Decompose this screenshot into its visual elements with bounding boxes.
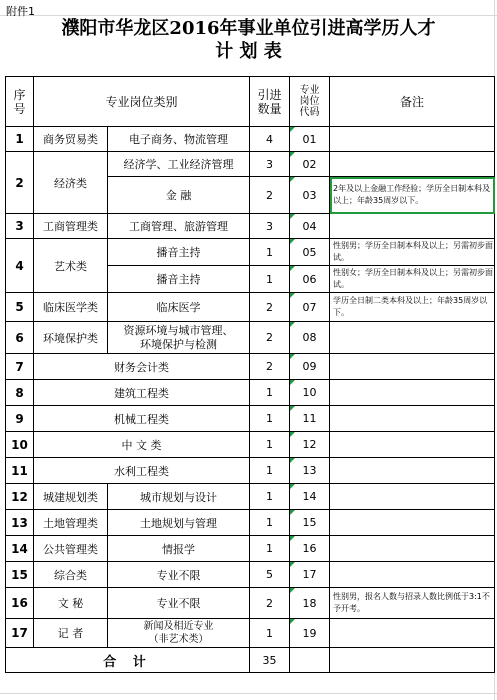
table-row[interactable] [6,127,495,152]
category-cell[interactable]: 机械工程类 [34,406,250,432]
count-cell[interactable]: 2 [250,354,290,380]
count-cell[interactable]: 3 [250,214,290,239]
count-cell[interactable]: 1 [250,458,290,484]
row-number[interactable]: 13 [6,510,34,536]
note-cell[interactable] [330,432,495,458]
row-number[interactable]: 4 [6,239,34,293]
row-number[interactable]: 10 [6,432,34,458]
comment-marker-icon [290,152,295,157]
code-cell[interactable]: 01 [290,127,330,152]
code-cell[interactable]: 13 [290,458,330,484]
note-cell[interactable] [330,562,495,588]
comment-marker-icon [290,536,295,541]
comment-marker-icon [290,214,295,219]
major-cell[interactable]: 金 融 [108,177,250,214]
code-cell[interactable]: 06 [290,266,330,293]
category-cell[interactable]: 商务贸易类 [34,127,108,152]
table-row[interactable] [6,458,495,484]
table-row[interactable] [6,293,495,322]
comment-marker-icon [290,458,295,463]
category-cell[interactable]: 公共管理类 [34,536,108,562]
comment-marker-icon [290,322,295,327]
count-cell[interactable]: 1 [250,536,290,562]
page-title [0,17,497,63]
comment-marker-icon [290,177,295,182]
table-row[interactable] [6,562,495,588]
count-cell[interactable]: 5 [250,562,290,588]
category-cell[interactable]: 经济类 [34,152,108,214]
code-cell[interactable]: 11 [290,406,330,432]
row-number[interactable]: 17 [6,619,34,648]
note-cell[interactable]: 学历全日制二类本科及以上；年龄35周岁以下。 [330,293,495,322]
note-cell[interactable] [330,127,495,152]
major-cell[interactable]: 播音主持 [108,239,250,266]
table-row[interactable] [6,619,495,648]
count-cell[interactable]: 1 [250,380,290,406]
category-cell[interactable]: 文 秘 [34,588,108,619]
count-cell[interactable]: 2 [250,322,290,354]
major-cell[interactable]: 专业不限 [108,562,250,588]
code-cell[interactable]: 07 [290,293,330,322]
row-number[interactable]: 9 [6,406,34,432]
row-number[interactable]: 3 [6,214,34,239]
count-cell[interactable]: 1 [250,510,290,536]
row-number[interactable]: 7 [6,354,34,380]
note-cell[interactable] [330,619,495,648]
note-cell[interactable] [330,406,495,432]
row-number[interactable]: 6 [6,322,34,354]
category-cell[interactable]: 城建规划类 [34,484,108,510]
major-cell[interactable]: 工商管理、旅游管理 [108,214,250,239]
major-cell[interactable]: 专业不限 [108,588,250,619]
comment-marker-icon [290,619,295,624]
category-cell[interactable]: 工商管理类 [34,214,108,239]
note-cell[interactable]: 性别男，报名人数与招录人数比例低于3:1不予开考。 [330,588,495,619]
row-number[interactable]: 5 [6,293,34,322]
code-cell[interactable]: 04 [290,214,330,239]
table-row[interactable] [6,536,495,562]
title-line-2: 计 划 表 [215,41,282,62]
row-number[interactable]: 11 [6,458,34,484]
comment-marker-icon [290,484,295,489]
major-cell[interactable]: 临床医学 [108,293,250,322]
note-cell[interactable] [330,354,495,380]
note-cell-selected[interactable]: 2年及以上金融工作经验；学历全日制本科及以上；年龄35周岁以下。 [330,177,495,214]
code-cell[interactable]: 08 [290,322,330,354]
row-number[interactable]: 14 [6,536,34,562]
comment-marker-icon [290,406,295,411]
note-cell[interactable]: 性别男；学历全日制本科及以上；另需初步面试。 [330,239,495,266]
code-cell[interactable]: 16 [290,536,330,562]
count-cell[interactable]: 2 [250,177,290,214]
count-cell[interactable]: 1 [250,432,290,458]
code-cell[interactable]: 02 [290,152,330,177]
row-number[interactable]: 2 [6,152,34,214]
count-cell[interactable]: 3 [250,152,290,177]
major-cell[interactable]: 情报学 [108,536,250,562]
row-number[interactable]: 16 [6,588,34,619]
major-cell[interactable]: 电子商务、物流管理 [108,127,250,152]
table-row[interactable] [6,406,495,432]
row-number[interactable]: 8 [6,380,34,406]
comment-marker-icon [290,510,295,515]
note-cell[interactable] [330,458,495,484]
code-cell[interactable]: 15 [290,510,330,536]
table-row[interactable] [6,239,495,266]
note-cell[interactable] [330,484,495,510]
major-cell[interactable]: 资源环境与城市管理、 环境保护与检测 [108,322,250,354]
table-row[interactable] [6,380,495,406]
note-cell[interactable] [330,536,495,562]
comment-marker-icon [290,380,295,385]
row-number[interactable]: 12 [6,484,34,510]
comment-marker-icon [290,588,295,593]
comment-marker-icon [290,239,295,244]
count-cell[interactable]: 1 [250,239,290,266]
table-row[interactable] [6,152,495,177]
total-row[interactable] [6,648,495,673]
table-row[interactable] [6,588,495,619]
row-number[interactable]: 1 [6,127,34,152]
header-count: 引进 数量 [250,77,290,127]
row-number[interactable]: 15 [6,562,34,588]
count-cell[interactable]: 1 [250,619,290,648]
category-cell[interactable]: 综合类 [34,562,108,588]
total-label[interactable]: 合 计 [6,648,250,673]
title-line-1: 濮阳市华龙区2016年事业单位引进高学历人才 [61,18,436,39]
table-row[interactable] [6,432,495,458]
code-cell[interactable]: 09 [290,354,330,380]
header-code: 专业 岗位 代码 [290,77,330,127]
comment-marker-icon [290,432,295,437]
count-cell[interactable]: 4 [250,127,290,152]
note-cell[interactable] [330,152,495,177]
total-code-cell[interactable] [290,648,330,673]
comment-marker-icon [290,293,295,298]
table-row[interactable] [6,322,495,354]
major-cell[interactable]: 播音主持 [108,266,250,293]
count-cell[interactable]: 2 [250,588,290,619]
comment-marker-icon [290,266,295,271]
count-cell[interactable]: 1 [250,406,290,432]
category-cell[interactable]: 记 者 [34,619,108,648]
header-seq: 序 号 [6,77,34,127]
comment-marker-icon [290,562,295,567]
code-cell[interactable]: 14 [290,484,330,510]
major-cell[interactable]: 土地规划与管理 [108,510,250,536]
count-cell[interactable]: 1 [250,266,290,293]
code-cell[interactable]: 05 [290,239,330,266]
code-cell[interactable]: 18 [290,588,330,619]
category-cell[interactable]: 土地管理类 [34,510,108,536]
major-cell[interactable]: 经济学、工业经济管理 [108,152,250,177]
attachment-label: 附件1 [6,5,35,18]
category-cell[interactable]: 中 文 类 [34,432,250,458]
code-cell[interactable]: 10 [290,380,330,406]
code-cell[interactable]: 19 [290,619,330,648]
category-cell[interactable]: 环境保护类 [34,322,108,354]
note-cell[interactable] [330,510,495,536]
total-note-cell[interactable] [330,648,495,673]
code-cell[interactable]: 17 [290,562,330,588]
code-cell[interactable]: 03 [290,177,330,214]
header-row [6,77,495,127]
plan-table [5,76,495,673]
category-cell[interactable]: 水利工程类 [34,458,250,484]
table-row[interactable] [6,484,495,510]
note-cell[interactable] [330,380,495,406]
category-cell[interactable]: 临床医学类 [34,293,108,322]
note-cell[interactable] [330,322,495,354]
note-cell[interactable]: 性别女；学历全日制本科及以上；另需初步面试。 [330,266,495,293]
table-row[interactable] [6,510,495,536]
note-cell[interactable] [330,214,495,239]
header-note: 备注 [330,77,495,127]
category-cell[interactable]: 艺术类 [34,239,108,293]
category-cell[interactable]: 财务会计类 [34,354,250,380]
comment-marker-icon [290,354,295,359]
header-category: 专业岗位类别 [34,77,250,127]
count-cell[interactable]: 2 [250,293,290,322]
comment-marker-icon [290,127,295,132]
major-cell[interactable]: 新闻及相近专业 （非艺术类） [108,619,250,648]
table-row[interactable] [6,354,495,380]
count-cell[interactable]: 1 [250,484,290,510]
total-value[interactable]: 35 [250,648,290,673]
major-cell[interactable]: 城市规划与设计 [108,484,250,510]
code-cell[interactable]: 12 [290,432,330,458]
category-cell[interactable]: 建筑工程类 [34,380,250,406]
table-row[interactable] [6,214,495,239]
